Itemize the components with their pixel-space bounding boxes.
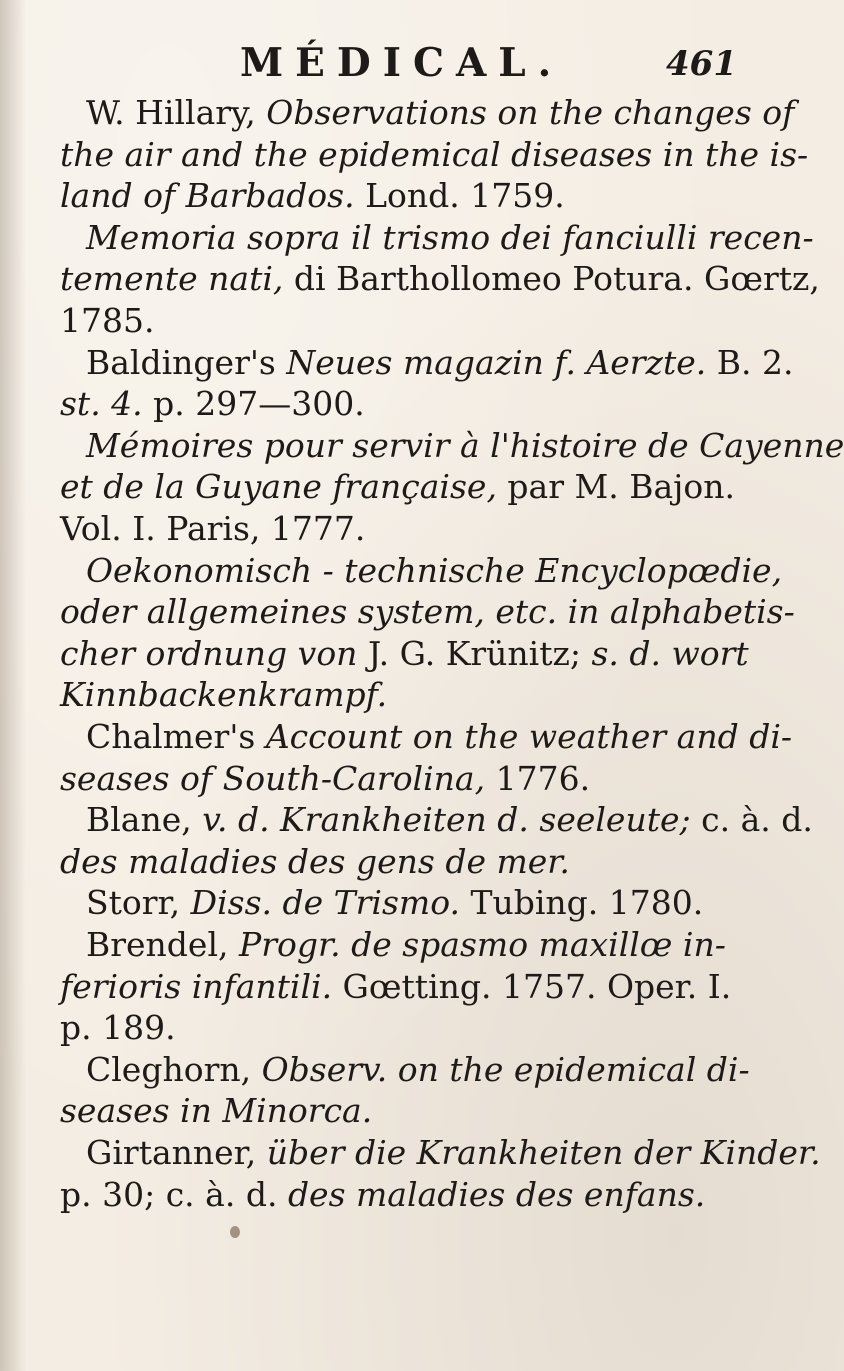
italic-text: seases of South-Carolina, (60, 758, 486, 798)
entry-continuation-line (60, 1008, 176, 1048)
roman-text: Tubing. 1780. (460, 883, 704, 923)
entry-first-line (86, 551, 782, 591)
italic-text: et de la Guyane française, (60, 467, 497, 507)
roman-text: Lond. 1759. (365, 176, 565, 216)
page-number: 461 (666, 44, 737, 84)
roman-text: W. Hillary, (86, 93, 267, 132)
ink-blot (230, 1226, 240, 1238)
entry-continuation-line (60, 967, 731, 1007)
entry-continuation-line (60, 842, 570, 882)
roman-text: p. 30; c. à. d. (60, 1174, 288, 1214)
italic-text: des maladies des gens de mer. (60, 841, 570, 881)
entry-first-line (86, 925, 726, 965)
entry-continuation-line (60, 634, 749, 674)
entry-continuation-line (60, 176, 565, 216)
entry-first-line (86, 1050, 750, 1090)
entry-continuation-line (60, 1091, 372, 1131)
roman-text: Storr, (86, 883, 191, 923)
entry-first-line (86, 717, 792, 757)
italic-text: ferioris infantili. (60, 966, 333, 1006)
entry-first-line (86, 1133, 821, 1173)
roman-text: p. 189. (60, 1008, 176, 1048)
entry-continuation-line (60, 509, 365, 549)
italic-text: des maladies des enfans. (287, 1174, 706, 1214)
italic-text: the air and the epidemical diseases in the is- (60, 134, 809, 174)
roman-text: Cleghorn, (86, 1049, 262, 1089)
page-header (0, 36, 800, 84)
entry-continuation-line (60, 1175, 705, 1215)
page-edge-shadow (0, 0, 26, 1371)
italic-text: seases in Minorca. (60, 1091, 373, 1131)
entry-continuation-line (60, 259, 820, 299)
roman-text: Brendel, (86, 925, 239, 964)
roman-text: c. à. d. (690, 800, 813, 840)
italic-text: Observations on the changes of (266, 93, 795, 132)
italic-text: cher ordnung von (60, 633, 368, 673)
italic-text: Observ. on the epidemical di- (261, 1049, 750, 1089)
roman-text: Blane, (86, 800, 203, 840)
italic-text: Mémoires pour servir à l'histoire de Cayenne (86, 425, 844, 465)
roman-text: B. 2. (706, 342, 794, 382)
italic-text: s. d. wort (591, 633, 749, 673)
entry-first-line (86, 218, 814, 258)
running-head: MÉDICAL. (240, 40, 564, 86)
entry-continuation-line (60, 384, 365, 424)
italic-text: temente nati, (60, 259, 294, 299)
italic-text: land of Barbados. (60, 176, 366, 216)
italic-text: oder allgemeines system, etc. in alphabetis- (60, 592, 795, 632)
roman-text: 1785. (60, 301, 155, 340)
italic-text: Memoria sopra il trismo dei fanciulli recen- (86, 217, 814, 257)
entry-continuation-line (60, 592, 795, 632)
italic-text: v. d. Krankheiten d. seeleute; (202, 800, 691, 840)
entry-continuation-line (60, 301, 154, 341)
roman-text: Chalmer's (86, 717, 266, 756)
entry-first-line (86, 343, 793, 383)
italic-text: Diss. de Trismo. (190, 883, 460, 923)
italic-text: Oekonomisch - technische Encyclopœdie, (86, 550, 783, 590)
entry-continuation-line (60, 135, 808, 175)
entry-first-line (86, 800, 813, 840)
italic-text: Account on the weather and di- (265, 717, 793, 756)
italic-text: st. 4. (60, 384, 143, 424)
entry-continuation-line (60, 675, 387, 715)
entry-continuation-line (60, 467, 735, 507)
roman-text: Vol. I. Paris, 1777. (60, 509, 366, 548)
italic-text: Progr. de spasmo maxillœ in- (239, 925, 726, 964)
roman-text: Girtanner, (86, 1133, 267, 1172)
roman-text: p. 297—300. (142, 384, 365, 424)
italic-text: über die Krankheiten der Kinder. (266, 1133, 821, 1172)
entry-first-line (86, 883, 703, 923)
roman-text: Gœtting. 1757. Oper. I. (332, 966, 732, 1006)
entry-first-line (86, 426, 844, 466)
roman-text: Baldinger's (86, 342, 287, 382)
italic-text: Neues magazin f. Aerzte. (286, 342, 707, 382)
roman-text: di Barthollomeo Potura. Gœrtz, (293, 259, 820, 299)
italic-text: Kinnbackenkrampf. (60, 675, 388, 715)
roman-text: J. G. Krünitz; (367, 633, 592, 673)
roman-text: 1776. (485, 758, 591, 798)
entry-continuation-line (60, 759, 590, 799)
entry-first-line (86, 93, 794, 133)
roman-text: par M. Bajon. (496, 467, 736, 507)
